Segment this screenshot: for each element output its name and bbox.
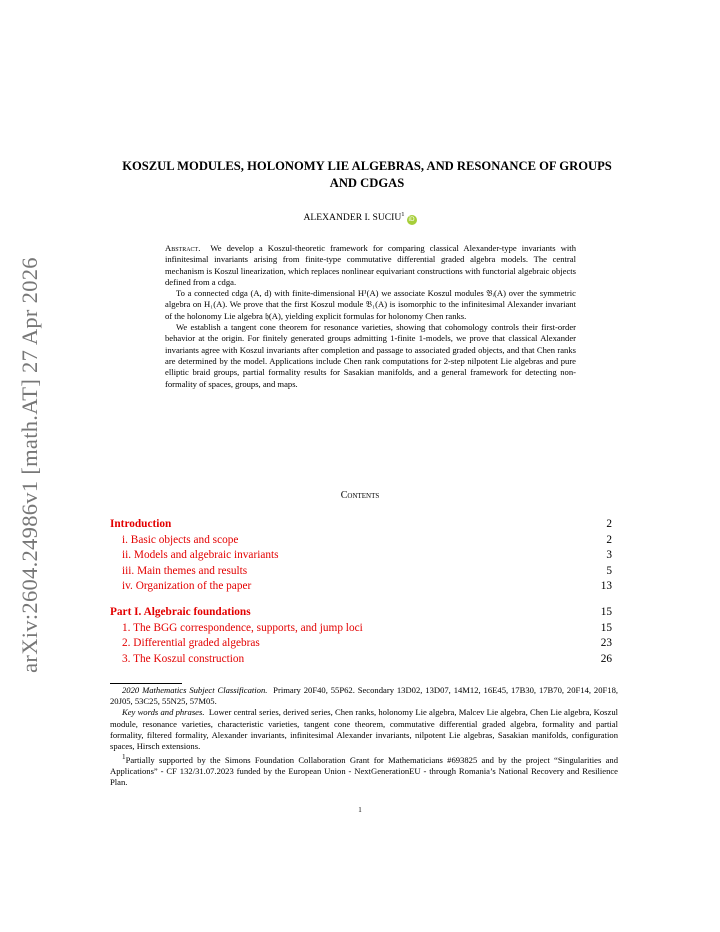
arxiv-stamp bbox=[10, 245, 50, 685]
toc-entry[interactable] bbox=[110, 548, 618, 564]
toc-entry[interactable] bbox=[110, 652, 618, 668]
toc-entry[interactable] bbox=[110, 605, 618, 621]
toc-entry-page: 23 bbox=[600, 637, 612, 649]
author-name: ALEXANDER I. SUCIU bbox=[303, 212, 402, 224]
toc-entry-link[interactable]: 3. The Koszul construction bbox=[122, 652, 245, 665]
toc-entry-page: 2 bbox=[606, 533, 612, 546]
toc-entry[interactable] bbox=[110, 636, 618, 652]
toc-entry-page: 26 bbox=[600, 652, 612, 665]
msc-footnote bbox=[110, 685, 618, 707]
toc-entry-link[interactable]: iii. Main themes and results bbox=[122, 564, 248, 577]
author-line bbox=[0, 211, 720, 225]
toc-entry-link[interactable]: Part I. Algebraic foundations bbox=[110, 606, 251, 618]
footnote-rule bbox=[110, 683, 182, 684]
toc-entry-page: 13 bbox=[600, 580, 612, 592]
msc-text: Primary 20F40, 55P62. Secondary 13D02, 13D07, 14M12, 16E45, 17B30, 17B70, 20F14, 20F18, 20J05, 53C25, 55N25, 57M05. bbox=[110, 685, 619, 707]
abstract-paragraph-3: We establish a tangent cone theorem for resonance varieties, showing that cohomology controls their first-order behavior at the origin. For finitely generated groups admitting 1-finite 1-models, we prove that classical Alexander invariants agree with Koszul invariants after completion and passage to associated graded objects, and that Chen ranks are determined by the model. Applications include Chen rank computations for 2-step nilpotent Lie algebras and pure elliptic braid groups, partial formality results for Sasakian manifolds, and a general framework for detecting non-formality of spaces, groups, and maps. bbox=[165, 322, 576, 389]
toc-entry[interactable] bbox=[110, 564, 618, 580]
abstract-text-1: We develop a Koszul-theoretic framework for comparing classical Alexander-type invariants with infinitesimal invariants arising from finite-type commutative differential graded algebra models. The central mechanism is Koszul linearization, which replaces nonlinear equivariant constructions with functorial algebraic objects defined from a cdga. bbox=[165, 243, 576, 287]
toc-entry-link[interactable]: i. Basic objects and scope bbox=[122, 533, 239, 546]
support-mark: 1 bbox=[122, 753, 126, 762]
footnotes bbox=[110, 685, 618, 789]
keywords-text: Lower central series, derived series, Chen ranks, holonomy Lie algebra, Malcev Lie algebra, Chen Lie algebra, Koszul module, resonance varieties, characteristic varieties, tangent cone theorem, commutative differential graded algebra, formality and partial formality, filtered formality, Alexander invariants, infinitesimal Alexander invariants, nilpotent Lie algebras, Sasakian manifolds, configuration spaces, Hirsch extensions. bbox=[110, 707, 619, 752]
orcid-icon[interactable]: iD bbox=[408, 216, 415, 224]
toc-entry-page: 15 bbox=[600, 606, 612, 618]
arxiv-id[interactable]: arXiv:2604.24986v1 [math.AT] 27 Apr 2026 bbox=[17, 257, 42, 673]
toc-entry-page: 5 bbox=[606, 564, 612, 577]
contents-heading: Contents bbox=[340, 490, 380, 501]
toc-entry-page: 3 bbox=[606, 549, 612, 561]
toc-entry[interactable] bbox=[110, 621, 618, 637]
abstract-paragraph-1 bbox=[165, 243, 576, 288]
toc-entry[interactable] bbox=[110, 579, 618, 595]
paper-title: KOSZUL MODULES, HOLONOMY LIE ALGEBRAS, AND RESONANCE OF GROUPS AND CDGAS bbox=[122, 159, 612, 190]
toc-entry[interactable] bbox=[110, 533, 618, 549]
page-number: 1 bbox=[358, 806, 362, 814]
support-text: Partially supported by the Simons Foundation Collaboration Grant for Mathematicians #693825 and by the project “Singularities and Applications” - CF 132/31.07.2023 funded by the European Union - NextGenerationEU - through Romania’s National Recovery and Resilience Plan. bbox=[110, 755, 618, 788]
author-footnote-mark: 1 bbox=[401, 211, 405, 218]
msc-label: 2020 Mathematics Subject Classification. bbox=[122, 685, 268, 695]
toc-entry-link[interactable]: ii. Models and algebraic invariants bbox=[122, 549, 279, 561]
toc-entry-link[interactable]: iv. Organization of the paper bbox=[122, 580, 252, 592]
toc-entry-link[interactable]: 2. Differential graded algebras bbox=[122, 637, 260, 649]
toc-entry-link[interactable]: Introduction bbox=[110, 518, 172, 530]
toc-entry-link[interactable]: 1. The BGG correspondence, supports, and jump loci bbox=[122, 621, 363, 634]
toc-entry-page: 2 bbox=[606, 518, 612, 530]
table-of-contents bbox=[110, 517, 618, 667]
abstract bbox=[165, 243, 576, 390]
keywords-footnote bbox=[110, 707, 618, 752]
abstract-heading: Abstract. bbox=[165, 243, 201, 253]
toc-entry[interactable] bbox=[110, 517, 618, 533]
keywords-label: Key words and phrases. bbox=[122, 707, 205, 718]
abstract-paragraph-2: To a connected cdga (A, d) with finite-dimensional H¹(A) we associate Koszul modules 𝔅ᵢ(A) over the symmetric algebra on H₁(A). We prove that the first Koszul module 𝔅₁(A) is isomorphic to the infinitesimal Alexander invariant of the holonomy Lie algebra 𝔥(A), yielding explicit formulas for holonomy Chen ranks. bbox=[165, 288, 576, 321]
support-footnote bbox=[110, 752, 618, 788]
toc-entry-page: 15 bbox=[600, 621, 612, 634]
